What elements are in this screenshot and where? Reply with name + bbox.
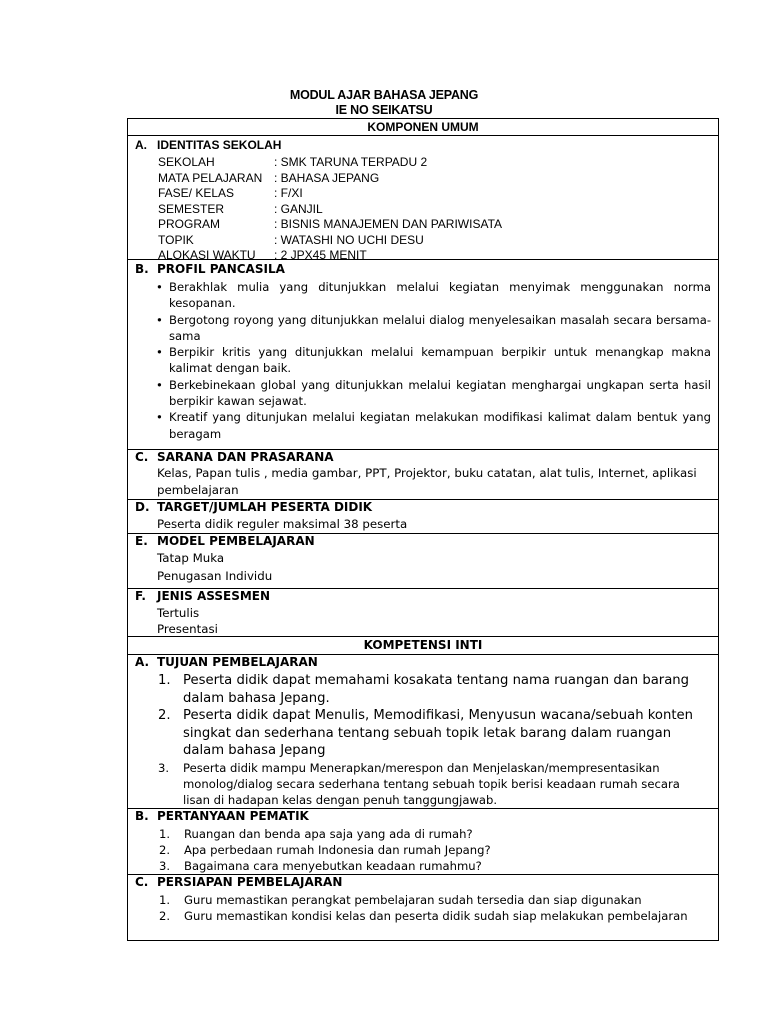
item-text: Bagaimana cara menyebutkan keadaan rumahmu? (184, 859, 482, 873)
list-item (158, 707, 710, 760)
item-text: Guru memastikan kondisi kelas dan peserta didik sudah siap melakukan pembelajaran (184, 909, 688, 923)
item-number: 2. (159, 843, 171, 857)
identity-value: : BISNIS MANAJEMEN DAN PARIWISATA (274, 217, 503, 231)
pertanyaan-section (128, 809, 718, 875)
item-text: Ruangan dan benda apa saja yang ada di rumah? (184, 827, 473, 841)
list-item (158, 672, 710, 707)
section-letter: A. (135, 655, 150, 669)
list-item (158, 760, 710, 808)
item-text: Peserta didik dapat Menulis, Memodifikasi, Menyusun wacana/sebuah konten singkat dan sederhana tentang sebuah topik letak barang dalam ruangan dalam bahasa Jepang (183, 708, 694, 758)
sarana-heading (135, 450, 334, 464)
asesmen-line-2: Presentasi (157, 622, 218, 636)
tujuan-section (128, 655, 718, 809)
section-title: PERTANYAAN PEMATIK (157, 809, 309, 823)
section-letter: D. (135, 500, 150, 514)
section-title: PROFIL PANCASILA (157, 262, 285, 276)
tujuan-list (158, 672, 710, 808)
model-line-1: Tatap Muka (157, 551, 225, 565)
model-heading (135, 534, 315, 548)
asesmen-heading (135, 589, 270, 603)
identity-key: MATA PELAJARAN (158, 170, 263, 185)
kompetensi-inti-heading: KOMPETENSI INTI (363, 638, 483, 652)
item-number: 3. (159, 859, 171, 873)
identity-key: TOPIK (158, 232, 194, 247)
pertanyaan-list (159, 826, 709, 874)
list-item (159, 826, 709, 842)
section-letter: A. (135, 138, 147, 152)
section-letter: F. (135, 589, 146, 603)
sarana-section (128, 450, 718, 500)
section-letter: C. (135, 875, 149, 889)
list-item: • Berakhlak mulia yang ditunjukkan melalui kegiatan menyimak menggunakan norma kesopanan. (168, 279, 711, 312)
identitas-section (128, 136, 718, 260)
list-item: • Kreatif yang ditunjukan melalui kegiatan melakukan modifikasi kalimat dalam bentuk yang beragam (168, 409, 711, 442)
section-letter: C. (135, 450, 149, 464)
list-item: • Bergotong royong yang ditunjukkan melalui dialog menyelesaikan masalah secara bersama-sama (168, 312, 711, 345)
identity-row-sekolah (158, 155, 427, 171)
identity-key: ALOKASI WAKTU (158, 248, 256, 262)
section-title: IDENTITAS SEKOLAH (157, 138, 282, 152)
komponen-umum-header-row (128, 119, 718, 136)
target-text: Peserta didik reguler maksimal 38 peserta (157, 517, 408, 531)
identity-row-fase-kelas (158, 186, 303, 202)
section-title: PERSIAPAN PEMBELAJARAN (157, 875, 343, 889)
pertanyaan-heading (135, 809, 309, 823)
persiapan-heading (135, 875, 342, 889)
item-number: 3. (158, 760, 170, 775)
item-text: Apa perbedaan rumah Indonesia dan rumah Jepang? (184, 843, 491, 857)
tujuan-heading (135, 655, 318, 669)
model-section (128, 534, 718, 589)
section-letter: B. (135, 262, 149, 276)
identity-key: FASE/ KELAS (158, 186, 235, 200)
identity-value: : WATASHI NO UCHI DESU (274, 232, 424, 247)
asesmen-line-1: Tertulis (157, 606, 200, 620)
section-title: TUJUAN PEMBELAJARAN (157, 655, 318, 669)
profil-pancasila-section (128, 260, 718, 450)
identity-value: : BAHASA JEPANG (274, 170, 380, 185)
identity-key: SEMESTER (158, 201, 225, 216)
section-letter: E. (135, 534, 148, 548)
identity-key: SEKOLAH (158, 155, 215, 169)
identity-value: : F/XI (274, 186, 303, 200)
profil-heading (135, 262, 285, 276)
list-item (159, 858, 709, 874)
list-item: • Berpikir kritis yang ditunjukkan melalui kemampuan berpikir untuk menangkap makna kalimat dengan baik. (168, 344, 711, 377)
item-text: Guru memastikan perangkat pembelajaran sudah tersedia dan siap digunakan (184, 893, 642, 907)
identitas-heading (135, 138, 281, 152)
item-number: 2. (158, 708, 171, 723)
list-item (159, 892, 709, 908)
asesmen-section (128, 589, 718, 637)
identity-value: : GANJIL (274, 201, 323, 216)
komponen-umum-heading: KOMPONEN UMUM (367, 120, 479, 134)
identity-row-mata-pelajaran (158, 171, 379, 187)
identity-row-semester (158, 202, 323, 218)
identity-row-topik (158, 233, 424, 249)
profil-list (168, 279, 711, 442)
identity-key: PROGRAM (158, 217, 221, 231)
section-title: JENIS ASSESMEN (157, 589, 271, 603)
persiapan-section (128, 875, 718, 940)
list-item (159, 842, 709, 858)
document-subtitle: IE NO SEIKATSU (335, 103, 433, 117)
document-title: MODUL AJAR BAHASA JEPANG (289, 88, 479, 102)
section-letter: B. (135, 809, 149, 823)
section-title: MODEL PEMBELAJARAN (157, 534, 315, 548)
kompetensi-inti-header-row (128, 637, 718, 655)
list-item: • Berkebinekaan global yang ditunjukkan melalui kegiatan menghargai ungkapan serta hasil berpikir kawan sejawat. (168, 377, 711, 410)
item-number: 2. (159, 909, 171, 923)
section-title: SARANA DAN PRASARANA (157, 450, 334, 464)
list-item (159, 908, 709, 924)
identity-value: : 2 JPX45 MENIT (274, 248, 367, 262)
item-text: Peserta didik dapat memahami kosakata tentang nama ruangan dan barang dalam bahasa Jepang. (183, 673, 690, 706)
identity-row-program (158, 217, 502, 233)
sarana-text: Kelas, Papan tulis , media gambar, PPT, Projektor, buku catatan, alat tulis, Internet, aplikasi pembelajaran (157, 466, 697, 497)
target-section (128, 500, 718, 534)
item-text: Peserta didik mampu Menerapkan/merespon dan Menjelaskan/mempresentasikan monolog/dialog secara sederhana tentang sebuah topik berisi keadaan rumah secara lisan di hadapan kelas dengan penuh tanggungjawab. (183, 760, 680, 807)
identity-value: : SMK TARUNA TERPADU 2 (274, 155, 428, 169)
module-table (127, 118, 719, 941)
target-heading (135, 500, 372, 514)
item-number: 1. (159, 827, 171, 841)
model-line-2: Penugasan Individu (157, 569, 273, 583)
item-number: 1. (158, 673, 171, 688)
item-number: 1. (159, 893, 171, 907)
persiapan-list (159, 892, 709, 924)
section-title: TARGET/JUMLAH PESERTA DIDIK (157, 500, 373, 514)
